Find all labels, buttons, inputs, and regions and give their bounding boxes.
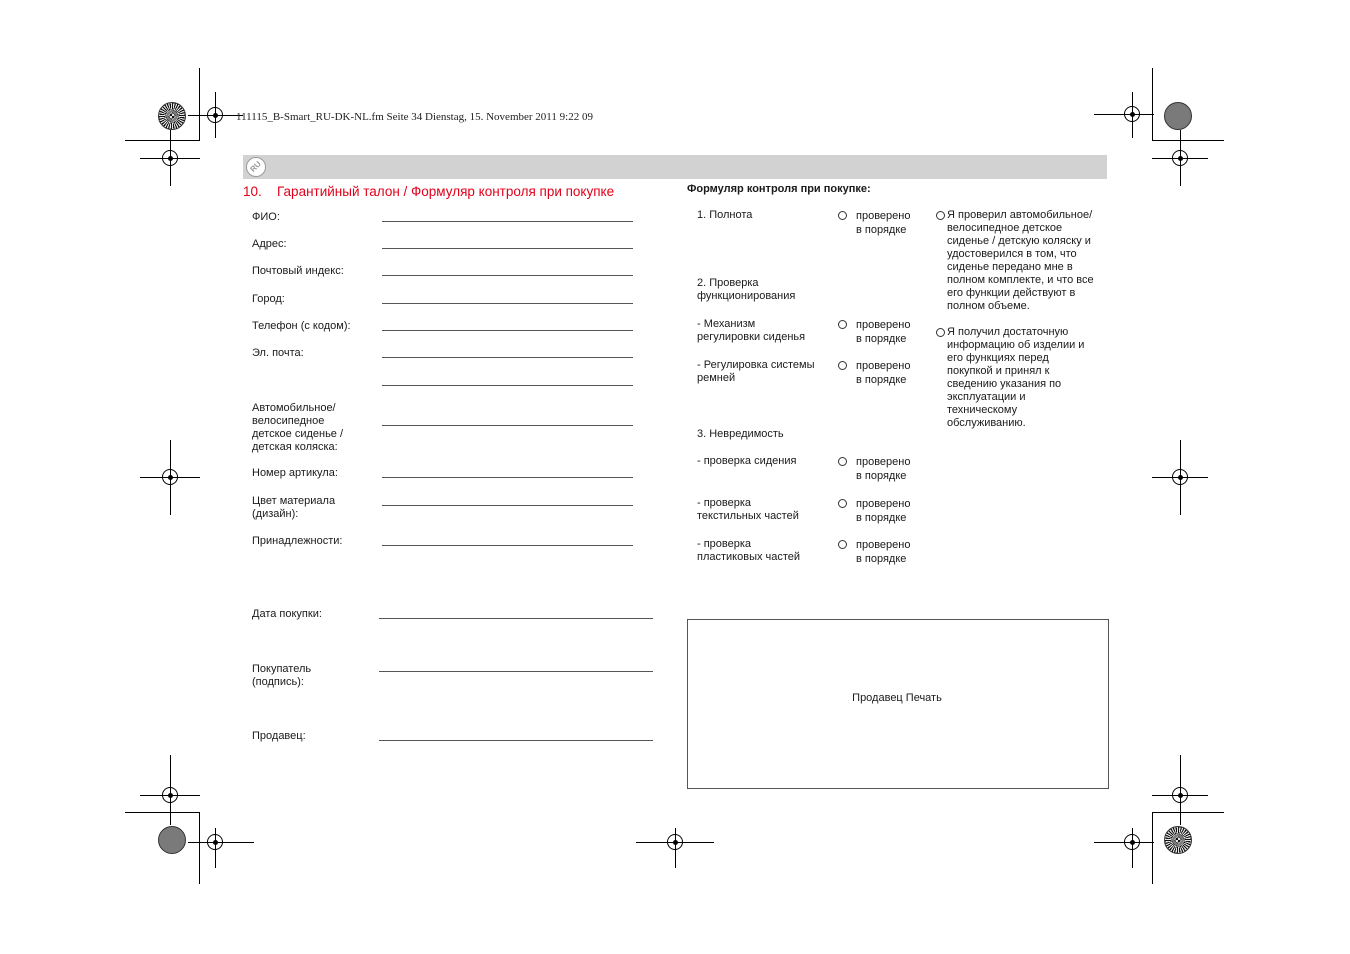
crop-line [199, 68, 200, 140]
field-label-email: Эл. почта: [252, 347, 304, 359]
email-extra-input-line[interactable] [382, 385, 633, 386]
material-color-input-line[interactable] [382, 505, 633, 506]
checkbox-circle-icon[interactable] [838, 457, 847, 466]
color-wheel-icon [1164, 102, 1192, 130]
language-badge: RU [242, 153, 270, 181]
confirmation-text-information: Я получил достаточную информацию об изделии и его функциях перед покупкой и принял к сведению указания по эксплуатации и техническому обслуживанию. [947, 326, 1085, 429]
check-row-label: - проверка пластиковых частей [697, 538, 801, 563]
email-input-line[interactable] [382, 357, 633, 358]
product-input-line[interactable] [382, 425, 633, 426]
section-title [243, 184, 614, 199]
crop-line [125, 812, 200, 813]
crop-line [125, 140, 200, 141]
crop-line [1152, 812, 1153, 884]
purchase-date-input-line[interactable] [379, 618, 653, 619]
check-row-label: - Регулировка системы ремней [697, 359, 815, 384]
color-wheel-icon [1164, 826, 1192, 854]
phone-input-line[interactable] [382, 330, 633, 331]
field-label-material-color: Цвет материала (дизайн): [252, 495, 336, 520]
ok-label: проверено в порядке [856, 539, 911, 565]
crop-line [1152, 812, 1224, 813]
check-form-title: Формуляр контроля при покупке: [687, 183, 871, 195]
field-label-address: Адрес: [252, 238, 287, 250]
checkbox-circle-icon[interactable] [838, 361, 847, 370]
section-title-text: Гарантийный талон / Формуляр контроля при покупке [277, 184, 615, 199]
article-input-line[interactable] [382, 477, 633, 478]
postcode-input-line[interactable] [382, 275, 633, 276]
field-label-buyer-signature: Покупатель (подпись): [252, 663, 312, 688]
header-band [243, 155, 1107, 179]
confirmation-text-completeness: Я проверил автомобильное/ велосипедное детское сиденье / детскую коляску и удостоверился в том, что сиденье передано мне в полном комплекте, и что все его функции действуют в полном объеме. [947, 209, 1094, 312]
crop-line [1152, 140, 1224, 141]
checkbox-circle-icon[interactable] [838, 499, 847, 508]
ok-label: проверено в порядке [856, 210, 911, 236]
field-label-purchase-date: Дата покупки: [252, 608, 322, 620]
check-section-label: 2. Проверка функционирования [697, 277, 796, 302]
checkbox-circle-icon[interactable] [838, 540, 847, 549]
accessories-input-line[interactable] [382, 545, 633, 546]
check-row-label: 1. Полнота [697, 209, 753, 221]
crop-line [199, 812, 200, 884]
field-label-accessories: Принадлежности: [252, 535, 343, 547]
buyer-signature-input-line[interactable] [379, 671, 653, 672]
crop-line [1152, 68, 1153, 140]
color-wheel-icon [158, 102, 186, 130]
check-row-label: - проверка сидения [697, 455, 797, 467]
confirm-checkbox-circle-icon[interactable] [936, 328, 945, 337]
field-label-postcode: Почтовый индекс: [252, 265, 344, 277]
field-label-seller: Продавец: [252, 730, 306, 742]
ok-label: проверено в порядке [856, 360, 911, 386]
check-row-label: - проверка текстильных частей [697, 497, 799, 522]
seller-stamp-label: Продавец Печать [852, 692, 942, 704]
name-input-line[interactable] [382, 221, 633, 222]
field-label-product: Автомобильное/ велосипедное детское сиденье / детская коляска: [252, 402, 344, 453]
ok-label: проверено в порядке [856, 456, 911, 482]
field-label-name: ФИО: [252, 211, 280, 223]
check-row-label: - Механизм регулировки сиденья [697, 318, 806, 343]
checkbox-circle-icon[interactable] [838, 320, 847, 329]
checkbox-circle-icon[interactable] [838, 211, 847, 220]
seller-input-line[interactable] [379, 740, 653, 741]
field-label-phone: Телефон (с кодом): [252, 320, 351, 332]
check-section-label: 3. Невредимость [697, 428, 784, 440]
field-label-article: Номер артикула: [252, 467, 338, 479]
file-info: 111115_B-Smart_RU-DK-NL.fm Seite 34 Dienstag, 15. November 2011 9:22 09 [236, 111, 593, 123]
ok-label: проверено в порядке [856, 498, 911, 524]
field-label-city: Город: [252, 293, 285, 305]
address-input-line[interactable] [382, 248, 633, 249]
city-input-line[interactable] [382, 303, 633, 304]
color-wheel-icon [158, 826, 186, 854]
confirm-checkbox-circle-icon[interactable] [936, 211, 945, 220]
section-number: 10. [243, 184, 262, 199]
ok-label: проверено в порядке [856, 319, 911, 345]
